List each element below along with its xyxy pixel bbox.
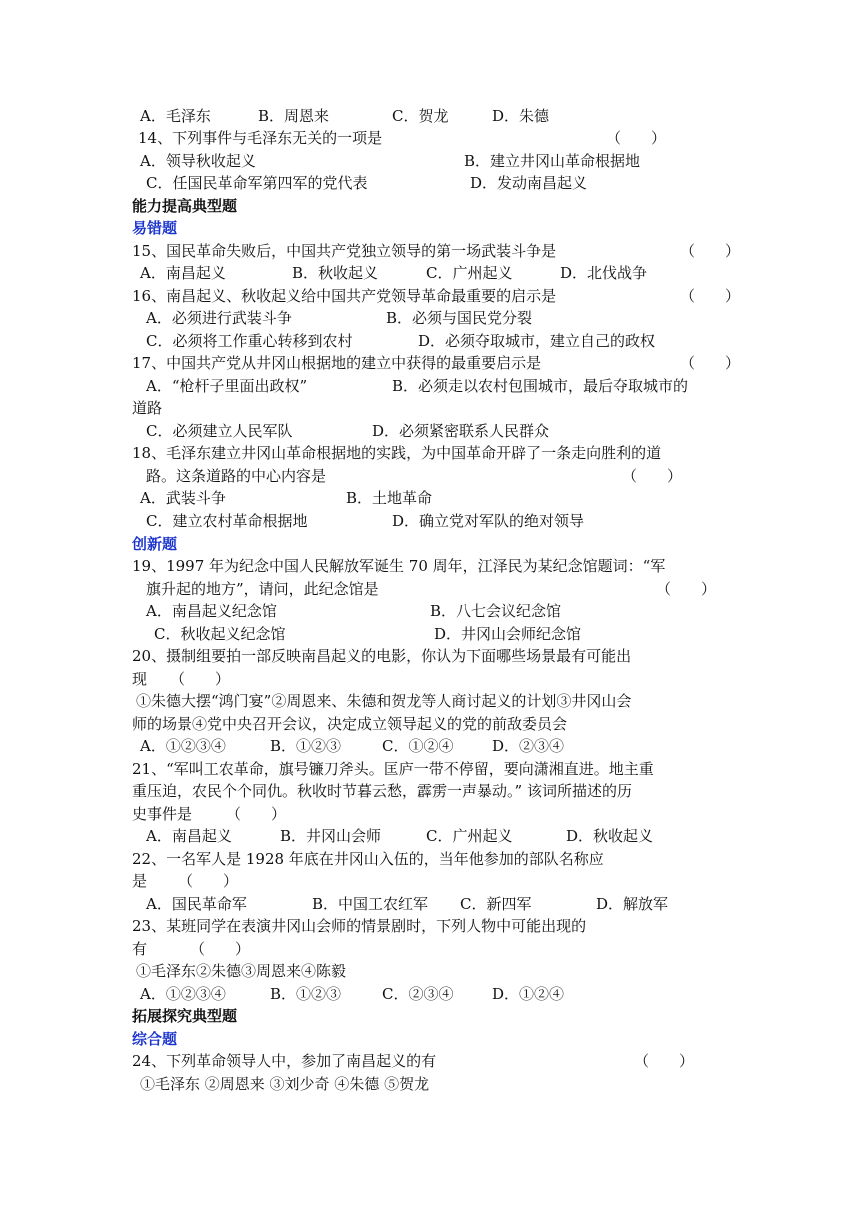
q16-option-c: C．必须将工作重心转移到农村: [146, 332, 353, 350]
q19-stem-line2: 旗升起的地方”，请问，此纪念馆是: [146, 580, 379, 598]
subsection-title-error-prone: 易错题: [132, 219, 178, 237]
q17-option-b-continued: 道路: [132, 399, 163, 417]
q15-stem: 15、国民革命失败后，中国共产党独立领导的第一场武装斗争是: [132, 242, 557, 260]
q20-stem-line1: 20、摄制组要拍一部反映南昌起义的电影，你认为下面哪些场景最有可能出: [132, 647, 632, 665]
q14-answer-blank: （ ）: [606, 129, 667, 147]
q23-option-b: B．①②③: [270, 985, 342, 1003]
q20-option-d: D．②③④: [492, 737, 565, 755]
subsection-title-innovation: 创新题: [132, 535, 178, 553]
q15-answer-blank: （ ）: [680, 242, 741, 260]
q19-option-d: D．井冈山会师纪念馆: [434, 625, 582, 643]
q23-stem-line1: 23、某班同学在表演井冈山会师的情景剧时，下列人物中可能出现的: [132, 917, 587, 935]
q23-option-c: C．②③④: [382, 985, 454, 1003]
q18-stem-line1: 18、毛泽东建立井冈山革命根据地的实践，为中国革命开辟了一条走向胜利的道: [132, 444, 662, 462]
q23-detail: ①毛泽东②朱德③周恩来④陈毅: [136, 962, 347, 980]
q14-option-a: A．领导秋收起义: [140, 152, 256, 170]
q22-answer-blank: （ ）: [178, 872, 239, 890]
q22-stem-line1: 22、一名军人是 1928 年底在井冈山入伍的，当年他参加的部队名称应: [132, 850, 604, 868]
q20-option-c: C．①②④: [382, 737, 454, 755]
section-title-extension: 拓展探究典型题: [132, 1007, 238, 1025]
q15-option-d: D．北伐战争: [560, 264, 648, 282]
q19-option-a: A．南昌起义纪念馆: [146, 602, 277, 620]
q15-option-b: B．秋收起义: [292, 264, 379, 282]
q16-answer-blank: （ ）: [680, 287, 741, 305]
q22-option-a: A．国民革命军: [146, 895, 247, 913]
q21-stem-line1: 21、“军叫工农革命，旗号镰刀斧头。匡庐一带不停留，要向潇湘直进。地主重: [132, 760, 654, 778]
q21-option-a: A．南昌起义: [146, 827, 232, 845]
q18-option-d: D．确立党对军队的绝对领导: [392, 512, 585, 530]
q20-option-b: B．①②③: [270, 737, 342, 755]
q24-stem: 24、下列革命领导人中，参加了南昌起义的有: [132, 1052, 437, 1070]
q22-option-b: B．中国工农红军: [312, 895, 429, 913]
q16-stem: 16、南昌起义、秋收起义给中国共产党领导革命最重要的启示是: [132, 287, 557, 305]
q22-option-c: C．新四军: [460, 895, 532, 913]
q19-stem-line1: 19、1997 年为纪念中国人民解放军诞生 70 周年，江泽民为某纪念馆题词：“军: [132, 557, 666, 575]
q21-stem-line3: 史事件是: [132, 805, 193, 823]
q14-option-b: B．建立井冈山革命根据地: [464, 152, 641, 170]
q13-option-a: A．毛泽东: [140, 107, 211, 125]
q19-option-c: C．秋收起义纪念馆: [154, 625, 286, 643]
q16-option-d: D．必须夺取城市，建立自己的政权: [418, 332, 656, 350]
q18-option-a: A．武装斗争: [140, 489, 226, 507]
q19-option-b: B．八七会议纪念馆: [430, 602, 562, 620]
q20-stem-line2: 现: [132, 670, 148, 688]
q20-detail-line2: 师的场景④党中央召开会议，决定成立领导起义的党的前敌委员会: [132, 715, 568, 733]
q14-option-d: D．发动南昌起义: [470, 174, 588, 192]
q23-answer-blank: （ ）: [190, 940, 251, 958]
q23-stem-line2: 有: [132, 940, 148, 958]
q18-option-b: B．土地革命: [346, 489, 433, 507]
q16-option-b: B．必须与国民党分裂: [386, 309, 533, 327]
q17-option-d: D．必须紧密联系人民群众: [372, 422, 550, 440]
q21-option-c: C．广州起义: [426, 827, 513, 845]
q21-option-b: B．井冈山会师: [280, 827, 382, 845]
q15-option-a: A．南昌起义: [140, 264, 226, 282]
q21-stem-line2: 重压迫，农民个个同仇。秋收时节暮云愁，霹雳一声暴动。” 该词所描述的历: [132, 782, 632, 800]
q18-answer-blank: （ ）: [622, 467, 683, 485]
q17-option-a: A．“枪杆子里面出政权”: [146, 377, 308, 395]
q16-option-a: A．必须进行武装斗争: [146, 309, 292, 327]
q22-option-d: D．解放军: [596, 895, 669, 913]
q17-option-c: C．必须建立人民军队: [146, 422, 293, 440]
q21-answer-blank: （ ）: [226, 805, 287, 823]
q17-stem: 17、中国共产党从井冈山根据地的建立中获得的最重要启示是: [132, 354, 542, 372]
q20-detail-line1: ①朱德大摆“鸿门宴”②周恩来、朱德和贺龙等人商讨起义的计划③井冈山会: [136, 692, 632, 710]
q15-option-c: C．广州起义: [426, 264, 513, 282]
q17-answer-blank: （ ）: [680, 354, 741, 372]
q20-option-a: A．①②③④: [140, 737, 226, 755]
q17-option-b: B．必须走以农村包围城市，最后夺取城市的: [392, 377, 689, 395]
q19-answer-blank: （ ）: [656, 580, 717, 598]
q24-detail: ①毛泽东 ②周恩来 ③刘少奇 ④朱德 ⑤贺龙: [140, 1075, 430, 1093]
q18-stem-line2: 路。这条道路的中心内容是: [146, 467, 327, 485]
q14-option-c: C．任国民革命军第四军的党代表: [146, 174, 368, 192]
q14-stem: 14、下列事件与毛泽东无关的一项是: [138, 129, 383, 147]
q18-option-c: C．建立农村革命根据地: [146, 512, 308, 530]
subsection-title-comprehensive: 综合题: [132, 1030, 178, 1048]
q22-stem-line2: 是: [132, 872, 148, 890]
q24-answer-blank: （ ）: [634, 1052, 695, 1070]
q20-answer-blank: （ ）: [170, 670, 231, 688]
q21-option-d: D．秋收起义: [566, 827, 654, 845]
q23-option-a: A．①②③④: [140, 985, 226, 1003]
q13-option-b: B．周恩来: [258, 107, 330, 125]
q23-option-d: D．①②④: [492, 985, 565, 1003]
section-title-ability: 能力提高典型题: [132, 197, 238, 215]
q13-option-d: D．朱德: [492, 107, 550, 125]
q13-option-c: C．贺龙: [392, 107, 449, 125]
